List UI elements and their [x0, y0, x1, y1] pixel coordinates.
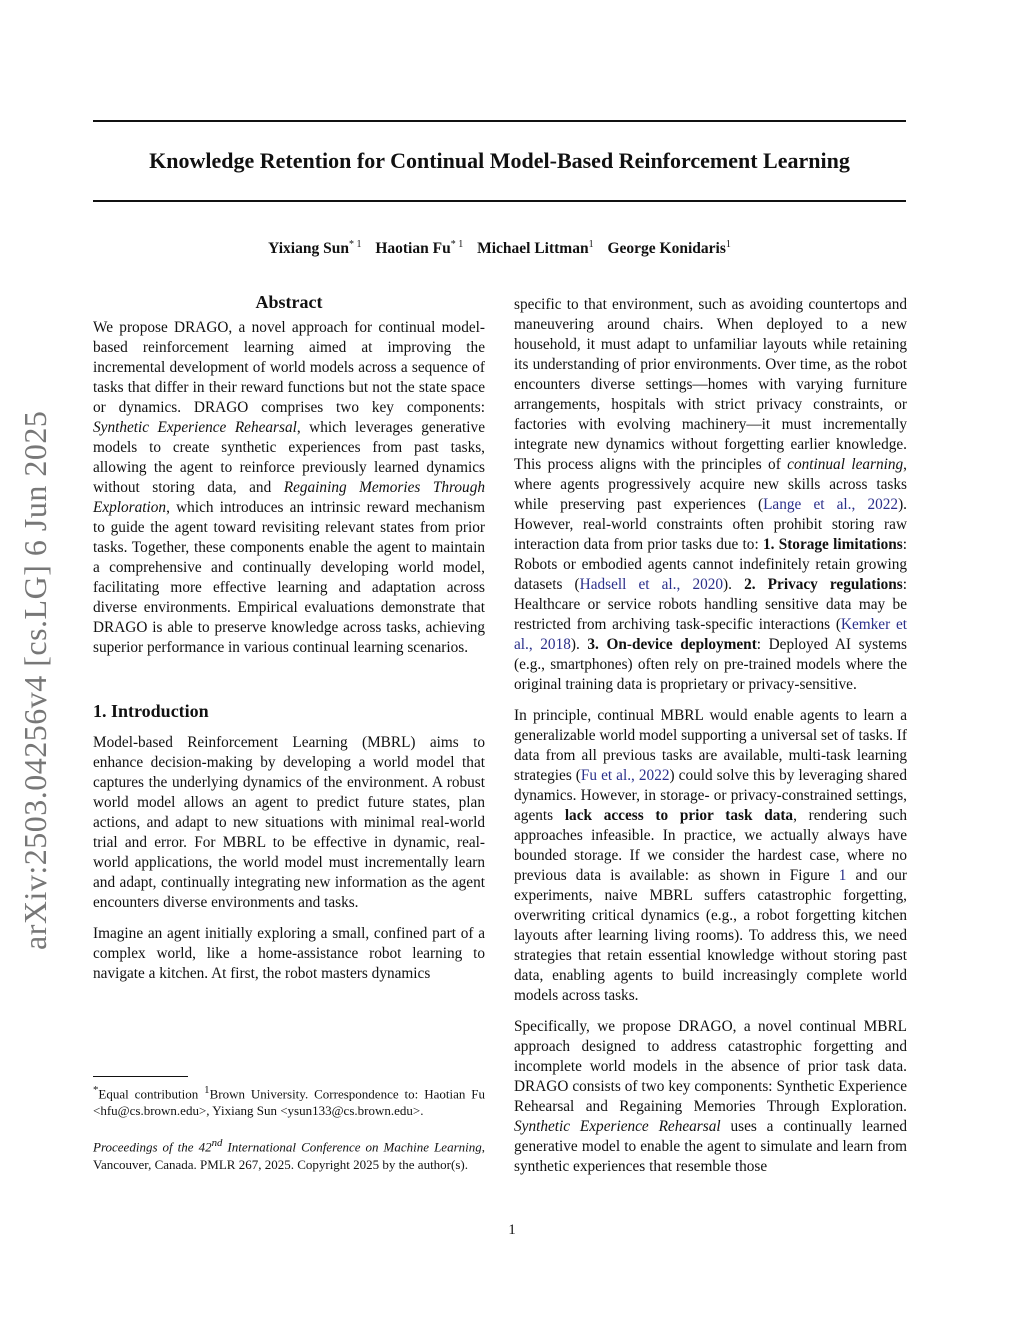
- author: Yixiang Sun$^{* 1}$: [268, 239, 362, 258]
- abstract-text: We propose DRAGO, a novel approach for continual model-based reinforcement learning aimed at improving the incremental development of world models across a sequence of tasks that differ in their reward functions but not the state space or dynamics. DRAGO comprises two key components: Synthetic Experience Rehearsal, which leverages generative models to create synthetic experiences from past tasks, allowing the agent to reinforce previously learned dynamics without storing data, and Regaining Memories Through Exploration, which introduces an intrinsic reward mechanism to guide the agent toward revisiting relevant states from prior tasks. Together, these components enable the agent to maintain a comprehensive and continually developing world model, facilitating more effective learning and adaptation across diverse environments. Empirical evaluations demonstrate that DRAGO is able to preserve knowledge across tasks, achieving superior performance in various continual learning scenarios.: [93, 319, 485, 656]
- footnote: [93, 1082, 485, 1189]
- body-paragraph: In principle, continual MBRL would enable agents to learn a generalizable world model supporting a universal set of tasks. If data from all previous tasks are available, multi-task learning strategies (Fu et al., 2022) could solve this by leveraging shared dynamics. However, in storage- or privacy-constrained settings, agents lack access to prior task data, rendering such approaches infeasible. In practice, we actually always have bounded storage. If we consider the hardest case, where no previous data is available: as shown in Figure 1 and our experiments, naive MBRL suffers catastrophic forgetting, overwriting critical dynamics (e.g., a robot forgetting kitchen layouts after learning living rooms). To address this, we need strategies that retain essential knowledge without storing past data, enabling agents to build increasingly complete world models across tasks.: [514, 707, 908, 1004]
- citation-link[interactable]: Kemker et al., 2018: [514, 616, 907, 653]
- arxiv-stamp: arXiv:2503.04256v4 [cs.LG] 6 Jun 2025: [17, 410, 53, 950]
- paper-title: Knowledge Retention for Continual Model-Based Reinforcement Learning: [149, 148, 850, 173]
- title-bottom-rule: [93, 200, 906, 202]
- author-list: [93, 234, 906, 260]
- section-heading-introduction: 1. Introduction: [93, 701, 209, 721]
- right-column: [514, 295, 907, 1188]
- author: Haotian Fu$^{* 1}$: [375, 239, 464, 258]
- citation-link[interactable]: Hadsell et al., 2020: [579, 576, 724, 593]
- body-paragraph: specific to that environment, such as avoiding countertops and maneuvering around chairs. When deployed to a new household, it must adapt to unfamiliar layouts while retaining its understanding of prior environments. Over time, as the robot encounters diverse settings—homes with varying furniture arrangements, hospitals with strict privacy constraints, or factories with evolving machinery—it must incrementally integrate new dynamics without forgetting earlier knowledge. This process aligns with the principles of continual learning, where agents progressively acquire new skills across tasks while preserving past experiences (Lange et al., 2022). However, real-world constraints often prohibit storing raw interaction data from prior tasks due to: 1. Storage limitations: Robots or embodied agents cannot indefinitely retain growing datasets (Hadsell et al., 2020). 2. Privacy regulations: Healthcare or service robots handling sensitive data may be restricted from archiving task-specific interactions (Kemker et al., 2018). 3. On-device deployment: Deployed AI systems (e.g., smartphones) often rely on pre-trained models where the original training data is proprietary or privacy-sensitive.: [514, 296, 908, 693]
- figure-reference-link[interactable]: 1: [838, 867, 847, 884]
- citation-link[interactable]: Lange et al., 2022: [763, 496, 899, 513]
- author: Michael Littman$^1$: [477, 239, 594, 258]
- equal-contribution-note: *Equal contribution $^1$Brown University. Correspondence to: Haotian Fu <hfu@cs.brown.edu>, Yixiang Sun <ysun133@cs.brown.edu>.: [93, 1084, 486, 1119]
- footnote-rule: [93, 1076, 188, 1077]
- left-column: [93, 292, 485, 995]
- intro-paragraph: Model-based Reinforcement Learning (MBRL) aims to enhance decision-making by developing a world model that captures the underlying dynamics of the environment. A robust world model allows an agent to predict future states, plan actions, and adapt to new situations with minimal real-world trial and error. For MBRL to be effective in dynamic, real-world applications, the world model must incrementally learn and adapt, continually integrating new information as the agent encounters diverse environments and tasks.: [93, 734, 485, 911]
- page-number: 1: [508, 1222, 516, 1238]
- body-paragraph: Specifically, we propose DRAGO, a novel continual MBRL approach designed to address catastrophic forgetting and incomplete world models in the absence of prior task data. DRAGO consists of two key components: Synthetic Experience Rehearsal and Regaining Memories Through Exploration. Synthetic Experience Rehearsal uses a continually learned generative model to enable the agent to simulate and learn from synthetic experiences that resemble those: [514, 1018, 908, 1175]
- citation-link[interactable]: Fu et al., 2022: [580, 767, 670, 784]
- abstract-heading: Abstract: [255, 292, 323, 312]
- proceedings-note: Proceedings of the 42nd International Conference on Machine Learning, Vancouver, Canada. PMLR 267, 2025. Copyright 2025 by the author(s).: [93, 1137, 485, 1172]
- author: George Konidaris$^1$: [607, 239, 731, 258]
- top-rule: [93, 120, 906, 122]
- intro-paragraph: Imagine an agent initially exploring a small, confined part of a complex world, like a home-assistance robot learning to navigate a kitchen. At first, the robot masters dynamics: [93, 925, 485, 982]
